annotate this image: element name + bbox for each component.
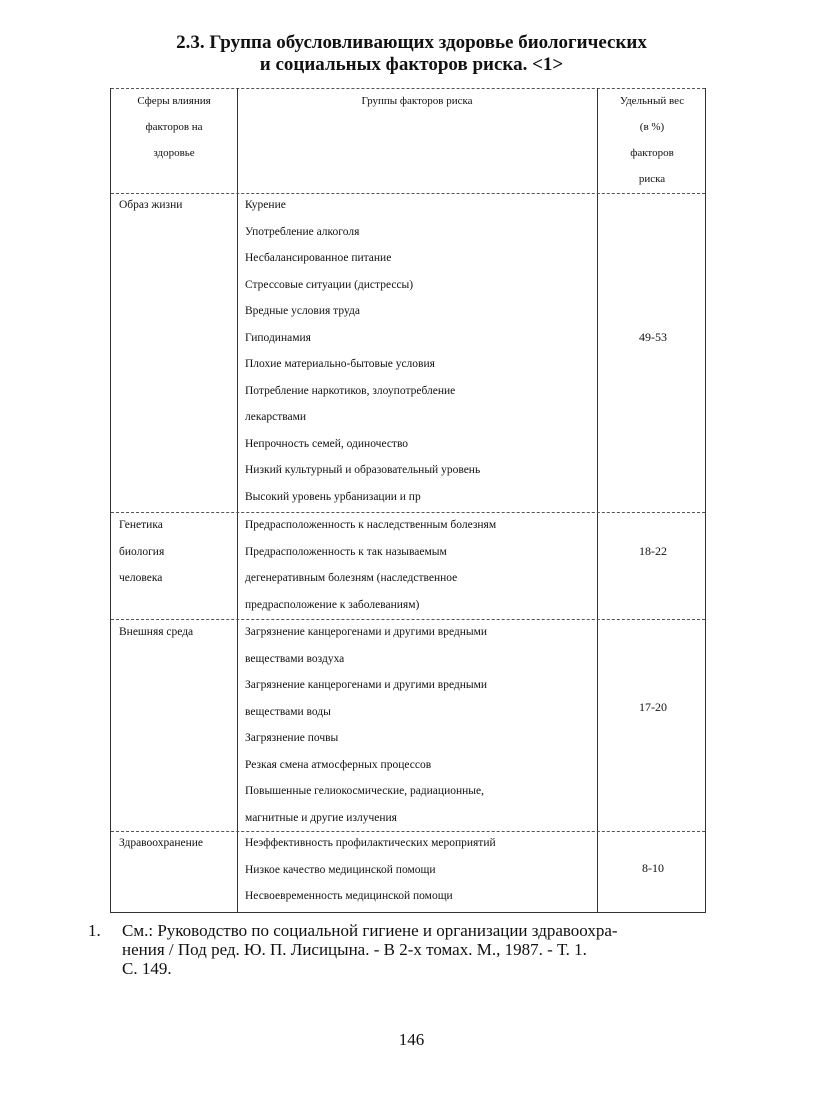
column-divider-2 xyxy=(597,88,598,912)
factor-item: Вредные условия труда xyxy=(245,305,360,317)
factor-item: Низкое качество медицинской помощи xyxy=(245,863,436,876)
sphere-text: Здравоохранение xyxy=(119,837,204,849)
header-weight-line: факторов xyxy=(630,147,674,159)
factor-item: Высокий уровень урбанизации и пр xyxy=(245,490,421,503)
factor-item: Резкая смена атмосферных процессов xyxy=(245,758,432,771)
title-line-1: 2.3. Группа обусловливающих здоровье биологических xyxy=(176,32,647,53)
header-weight-line: Удельный вес xyxy=(619,95,685,107)
header-factor-groups-line: Группы факторов риска xyxy=(361,95,473,107)
title-line-2: и социальных факторов риска. <1> xyxy=(259,54,564,75)
weight-cell: 8-10 xyxy=(642,861,664,875)
factor-item: дегенеративным болезням (наследственное xyxy=(245,572,458,584)
header-weight-line: риска xyxy=(638,173,666,185)
factor-item: веществами воздуха xyxy=(245,652,345,665)
footnote-text xyxy=(122,921,748,978)
factors-cell xyxy=(245,619,597,831)
sphere-text: Генетика xyxy=(119,519,163,531)
factor-item: Гиподинамия xyxy=(245,331,311,344)
sphere-text: человека xyxy=(119,572,163,584)
section-title xyxy=(0,32,823,76)
sphere-text: биология xyxy=(119,545,165,558)
footnote-line: См.: Руководство по социальной гигиене и организации здравоохра- xyxy=(122,921,618,940)
factor-item: магнитные и другие излучения xyxy=(245,811,397,824)
factors-cell xyxy=(245,512,597,618)
footnote-number: 1. xyxy=(88,921,101,940)
factor-item: Потребление наркотиков, злоупотребление xyxy=(245,384,456,397)
header-spheres-line: Сферы влияния xyxy=(137,95,211,107)
header-weight-line: (в %) xyxy=(639,121,665,133)
header-factor-groups xyxy=(237,88,597,114)
factor-item: Несвоевременность медицинской помощи xyxy=(245,890,453,902)
factor-item: Употребление алкоголя xyxy=(245,225,360,238)
factor-item: Загрязнение почвы xyxy=(245,732,339,744)
sphere-cell xyxy=(119,830,203,857)
header-spheres-line: факторов на xyxy=(145,121,203,133)
factor-item: Предрасположенность к так называемым xyxy=(245,545,447,558)
footnote-line: С. 149. xyxy=(122,959,172,978)
factor-item: предрасположение к заболеваниям) xyxy=(245,598,420,611)
sphere-cell xyxy=(119,619,193,646)
column-divider-1 xyxy=(237,88,238,912)
factor-item: веществами воды xyxy=(245,705,331,718)
footnote-line: нения / Под ред. Ю. П. Лисицына. - В 2-х томах. М., 1987. - Т. 1. xyxy=(122,940,587,959)
weight-cell: 18-22 xyxy=(639,544,667,558)
page-number: 146 xyxy=(398,1030,425,1049)
factor-item: Повышенные гелиокосмические, радиационные, xyxy=(245,785,484,797)
header-spheres-line: здоровье xyxy=(153,147,195,159)
weight-cell: 17-20 xyxy=(639,700,667,714)
factor-item: Низкий культурный и образовательный уровень xyxy=(245,464,481,476)
factor-item: Курение xyxy=(245,199,286,211)
factor-item: Плохие материально-бытовые условия xyxy=(245,358,435,370)
factor-item: лекарствами xyxy=(245,411,307,423)
header-spheres xyxy=(111,88,237,166)
factor-item: Загрязнение канцерогенами и другими вредными xyxy=(245,679,488,691)
weight-cell: 49-53 xyxy=(639,330,667,344)
sphere-text: Внешняя среда xyxy=(119,626,194,638)
factors-cell xyxy=(245,830,597,910)
header-weight xyxy=(597,88,707,192)
factor-item: Предрасположенность к наследственным болезням xyxy=(245,519,497,531)
factor-item: Стрессовые ситуации (дистрессы) xyxy=(245,278,414,291)
risk-factors-table xyxy=(110,88,706,913)
sphere-cell xyxy=(119,192,182,219)
factors-cell xyxy=(245,192,597,510)
factor-item: Загрязнение канцерогенами и другими вредными xyxy=(245,626,488,638)
factor-item: Непрочность семей, одиночество xyxy=(245,437,409,450)
factor-item: Несбалансированное питание xyxy=(245,252,392,264)
factor-item: Неэффективность профилактических мероприятий xyxy=(245,837,496,849)
sphere-cell xyxy=(119,512,164,592)
sphere-text: Образ жизни xyxy=(119,199,183,211)
